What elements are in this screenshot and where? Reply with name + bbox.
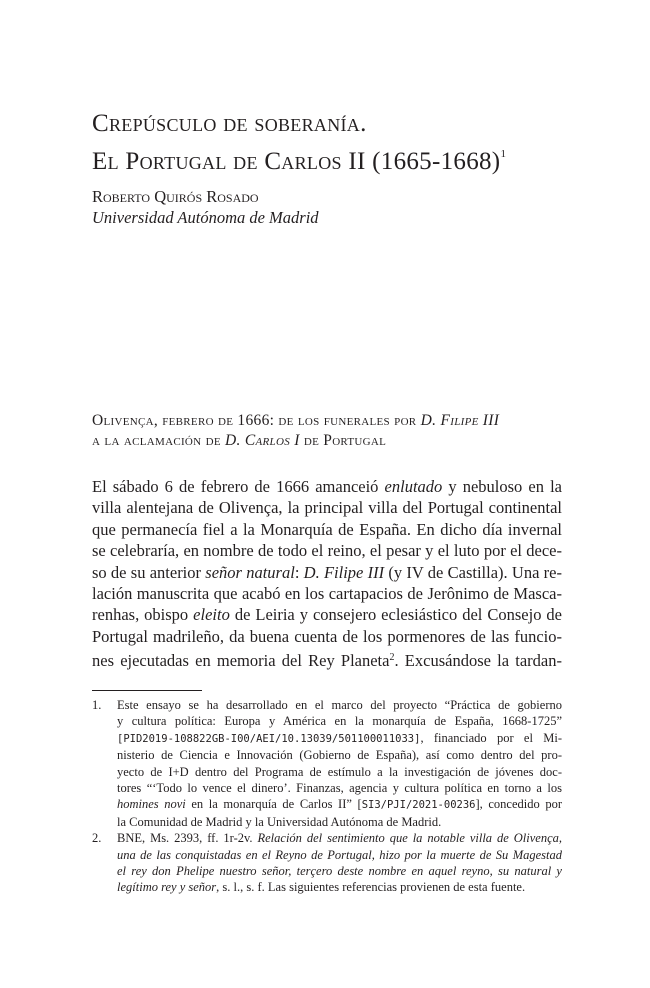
body-italic-run: eleito — [193, 605, 230, 625]
section-heading-line-1 — [92, 411, 572, 431]
project-code: [PID2019-108822GB-I00/AEI/10.13039/501100011033] — [117, 732, 421, 745]
footnote-text-run: , s. l., s. f. Las siguientes referencias provienen de esta fuente. — [216, 880, 526, 895]
body-text-run: y nebuloso en la — [442, 477, 562, 496]
body-italic-run: D. Filipe III — [303, 562, 385, 582]
footnote-italic-run: Relación del sentimiento que la notable villa de Olivença, — [257, 831, 562, 846]
footnote-2 — [92, 830, 562, 896]
body-line — [92, 476, 562, 497]
body-text-run: nes ejecutadas en memoria del Rey Planeta — [92, 651, 390, 671]
footnote-number: 1. — [92, 698, 102, 712]
footnote-line — [117, 796, 562, 813]
project-code: SI3/PJI/2021-00236 — [361, 799, 476, 812]
body-italic-run: señor natural — [205, 562, 295, 582]
section-heading-2a: a la aclamación de — [92, 432, 226, 449]
body-paragraph — [92, 476, 562, 672]
footnote-text-run: ], concedido por — [475, 797, 562, 812]
footnote-line: nisterio de Ciencia e Innovación (Gobierno de España), así como dentro del pro- — [117, 748, 562, 763]
author-name: Roberto Quirós Rosado — [92, 187, 259, 206]
body-line — [92, 604, 562, 625]
title-line-1: Crepúsculo de soberanía. — [92, 110, 367, 137]
body-text-run: . Excusándose la tardan- — [394, 651, 562, 671]
footnote-italic-run: legítimo rey y señor — [117, 880, 217, 895]
body-text-run: (y IV de Castilla). Una re- — [384, 562, 562, 582]
footnote-text-run: , financiado por el Mi- — [420, 730, 562, 745]
author-affiliation: Universidad Autónoma de Madrid — [92, 208, 319, 227]
body-text-run: so de su anterior — [92, 562, 206, 582]
footnote-ref-2[interactable]: 2 — [389, 652, 395, 664]
body-line — [92, 647, 562, 671]
footnote-line: y cultura política: Europa y América en la monarquía de España, 1668-1725” — [117, 714, 562, 729]
footnote-1 — [92, 697, 562, 830]
body-text-run: de Leiria y consejero eclesiástico del Consejo de — [229, 605, 562, 625]
section-heading-1a: Olivença, febrero de 1666: de los funerales por — [92, 412, 421, 429]
footnote-line: tores “‘Todo lo vence el dinero’. Finanzas, agencia y cultura política en torno a los — [117, 781, 562, 796]
title-line-2 — [92, 139, 592, 177]
body-text-run: El sábado 6 de febrero de 1666 amanceió — [92, 477, 385, 496]
article-title — [92, 108, 592, 177]
title-footnote-ref[interactable]: 1 — [500, 148, 507, 160]
body-line: se celebraría, en nombre de todo el reino, el pesar y el luto por el dece- — [92, 541, 562, 561]
section-heading-2b: D. Carlos I — [225, 432, 300, 449]
footnote-italic-run: homines novi — [117, 797, 186, 812]
section-heading-line-2 — [92, 431, 572, 451]
section-heading-1b: D. Filipe III — [420, 412, 500, 429]
footnotes — [92, 697, 562, 896]
section-heading — [92, 411, 572, 451]
footnote-line — [117, 830, 562, 846]
body-line: lación manuscrita que acabó en los cartapacios de Jerônimo de Masca- — [92, 584, 562, 604]
footnote-number: 2. — [92, 831, 102, 846]
body-text-run: : — [294, 562, 304, 582]
footnote-divider — [92, 690, 202, 691]
body-text-run: renhas, obispo — [92, 605, 194, 625]
footnote-text-run: en la monarquía de Carlos II” [ — [185, 797, 362, 812]
author-block — [92, 186, 319, 228]
footnote-line: yecto de I+D dentro del Programa de estímulo a la investigación de jóvenes doc- — [117, 764, 562, 779]
footnote-line — [117, 730, 562, 747]
footnote-line — [117, 879, 562, 895]
footnote-line: la Comunidad de Madrid y la Universidad Autónoma de Madrid. — [117, 814, 442, 829]
footnote-line: Este ensayo se ha desarrollado en el marco del proyecto “Práctica de gobierno — [117, 698, 562, 712]
title-line-2-text: El Portugal de Carlos II (1665-1668) — [92, 148, 501, 175]
body-line: que permanecía fiel a la Monarquía de España. En dicho día invernal — [92, 519, 562, 539]
body-line: Portugal madrileño, da buena cuenta de los pormenores de las funcio- — [92, 626, 562, 646]
footnote-line: una de las conquistadas en el Reyno de Portugal, hizo por la muerte de Su Magestad — [117, 847, 562, 862]
footnote-line: el rey don Phelipe nuestro señor, terçero deste nombre en aquel reyno, su natural y — [117, 864, 562, 879]
section-heading-2c: de Portugal — [299, 432, 387, 449]
body-line — [92, 562, 562, 583]
body-line: villa alentejana de Olivença, la principal villa del Portugal continental — [92, 498, 562, 518]
body-italic-run: enlutado — [384, 477, 443, 496]
footnote-text-run: BNE, Ms. 2393, ff. 1r-2v. — [117, 831, 258, 846]
